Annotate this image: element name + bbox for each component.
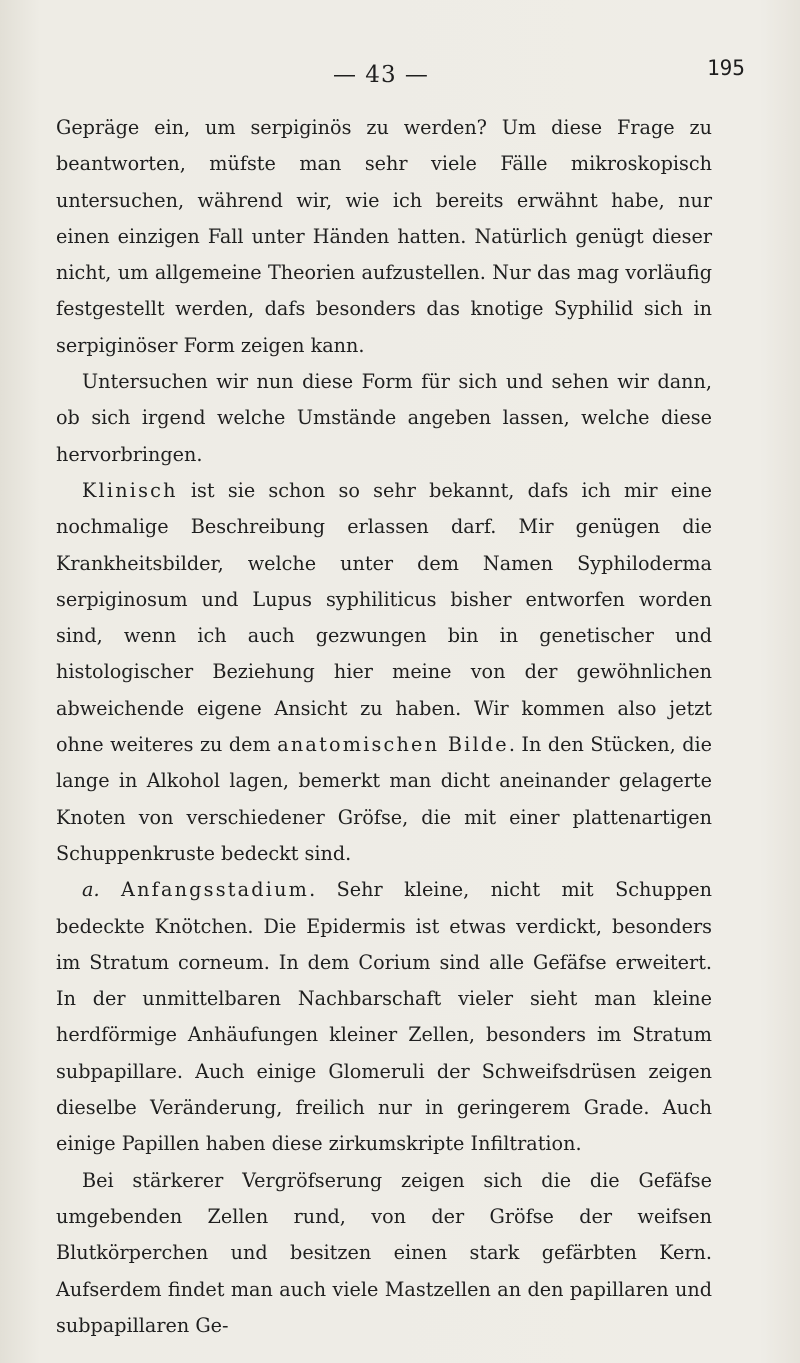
paragraph-4 — [56, 872, 712, 1162]
paragraph-1: Gepräge ein, um serpiginös zu werden? Um diese Frage zu beantworten, müfste man sehr viele Fälle mikroskopisch untersuchen, während wir, wie ich bereits erwähnt habe, nur einen einzigen Fall unter Händen hatten. Natürlich genügt dieser nicht, um allgemeine Theorien aufzustellen. Nur das mag vorläufig festgestellt werden, dafs besonders das knotige Syphilid sich in serpiginöser Form zeigen kann. — [56, 116, 712, 357]
paragraph-3-text-b: . In den Stücken, die lange in Alkohol lagen, bemerkt man dicht aneinander gelagerte Knoten von verschiedener Gröfse, die mit einer plattenartigen Schuppenkruste bedeckt sind. — [56, 733, 712, 865]
paragraph-4-text: . Sehr kleine, nicht mit Schuppen bedeckte Knötchen. Die Epidermis ist etwas verdickt, besonders im Stratum corneum. In dem Corium sind alle Gefäfse erweitert. In der unmittelbaren Nachbarschaft vieler sieht man kleine herdförmige Anhäufungen kleiner Zellen, besonders im Stratum subpapillare. Auch einige Glomeruli der Schweifsdrüsen zeigen dieselbe Veränderung, freilich nur in geringerem Grade. Auch einige Papillen haben diese zirkumskripte Infiltration. — [56, 878, 712, 1156]
page-header — [0, 56, 800, 96]
spaced-term-anatomischen-bilde: anatomischen Bilde — [277, 733, 509, 757]
paragraph-3-text-a: ist sie schon so sehr bekannt, dafs ich mir eine nochmalige Beschreibung erlassen darf. Mir genügen die Krankheitsbilder, welche unter dem Namen Syphiloderma serpiginosum und Lupus syphiliticus bisher entworfen worden sind, wenn ich auch gezwungen bin in genetischer und histologischer Beziehung hier meine von der gewöhnlichen abweichende eigene Ansicht zu haben. Wir kommen also jetzt ohne weiteres zu dem — [56, 478, 712, 757]
paragraph-3 — [56, 473, 712, 872]
page-number-right: 195 — [707, 56, 745, 80]
body-text — [56, 110, 712, 1344]
page-number-center: — 43 — — [333, 62, 429, 88]
paragraph-5: Bei stärkerer Vergröfserung zeigen sich die die Gefäfse umgebenden Zellen rund, von der Gröfse der weifsen Blutkörperchen und besitzen einen stark gefärbten Kern. Aufserdem findet man auch viele Mastzellen an den papillaren und subpapillaren Ge- — [56, 1168, 712, 1337]
spaced-term-anfangsstadium: Anfangsstadium — [121, 878, 310, 902]
spaced-term-klinisch: Klinisch — [82, 478, 178, 502]
section-letter: a. — [82, 878, 100, 902]
paragraph-2: Untersuchen wir nun diese Form für sich und sehen wir dann, ob sich irgend welche Umstände angeben lassen, welche diese hervorbringen. — [56, 370, 712, 466]
